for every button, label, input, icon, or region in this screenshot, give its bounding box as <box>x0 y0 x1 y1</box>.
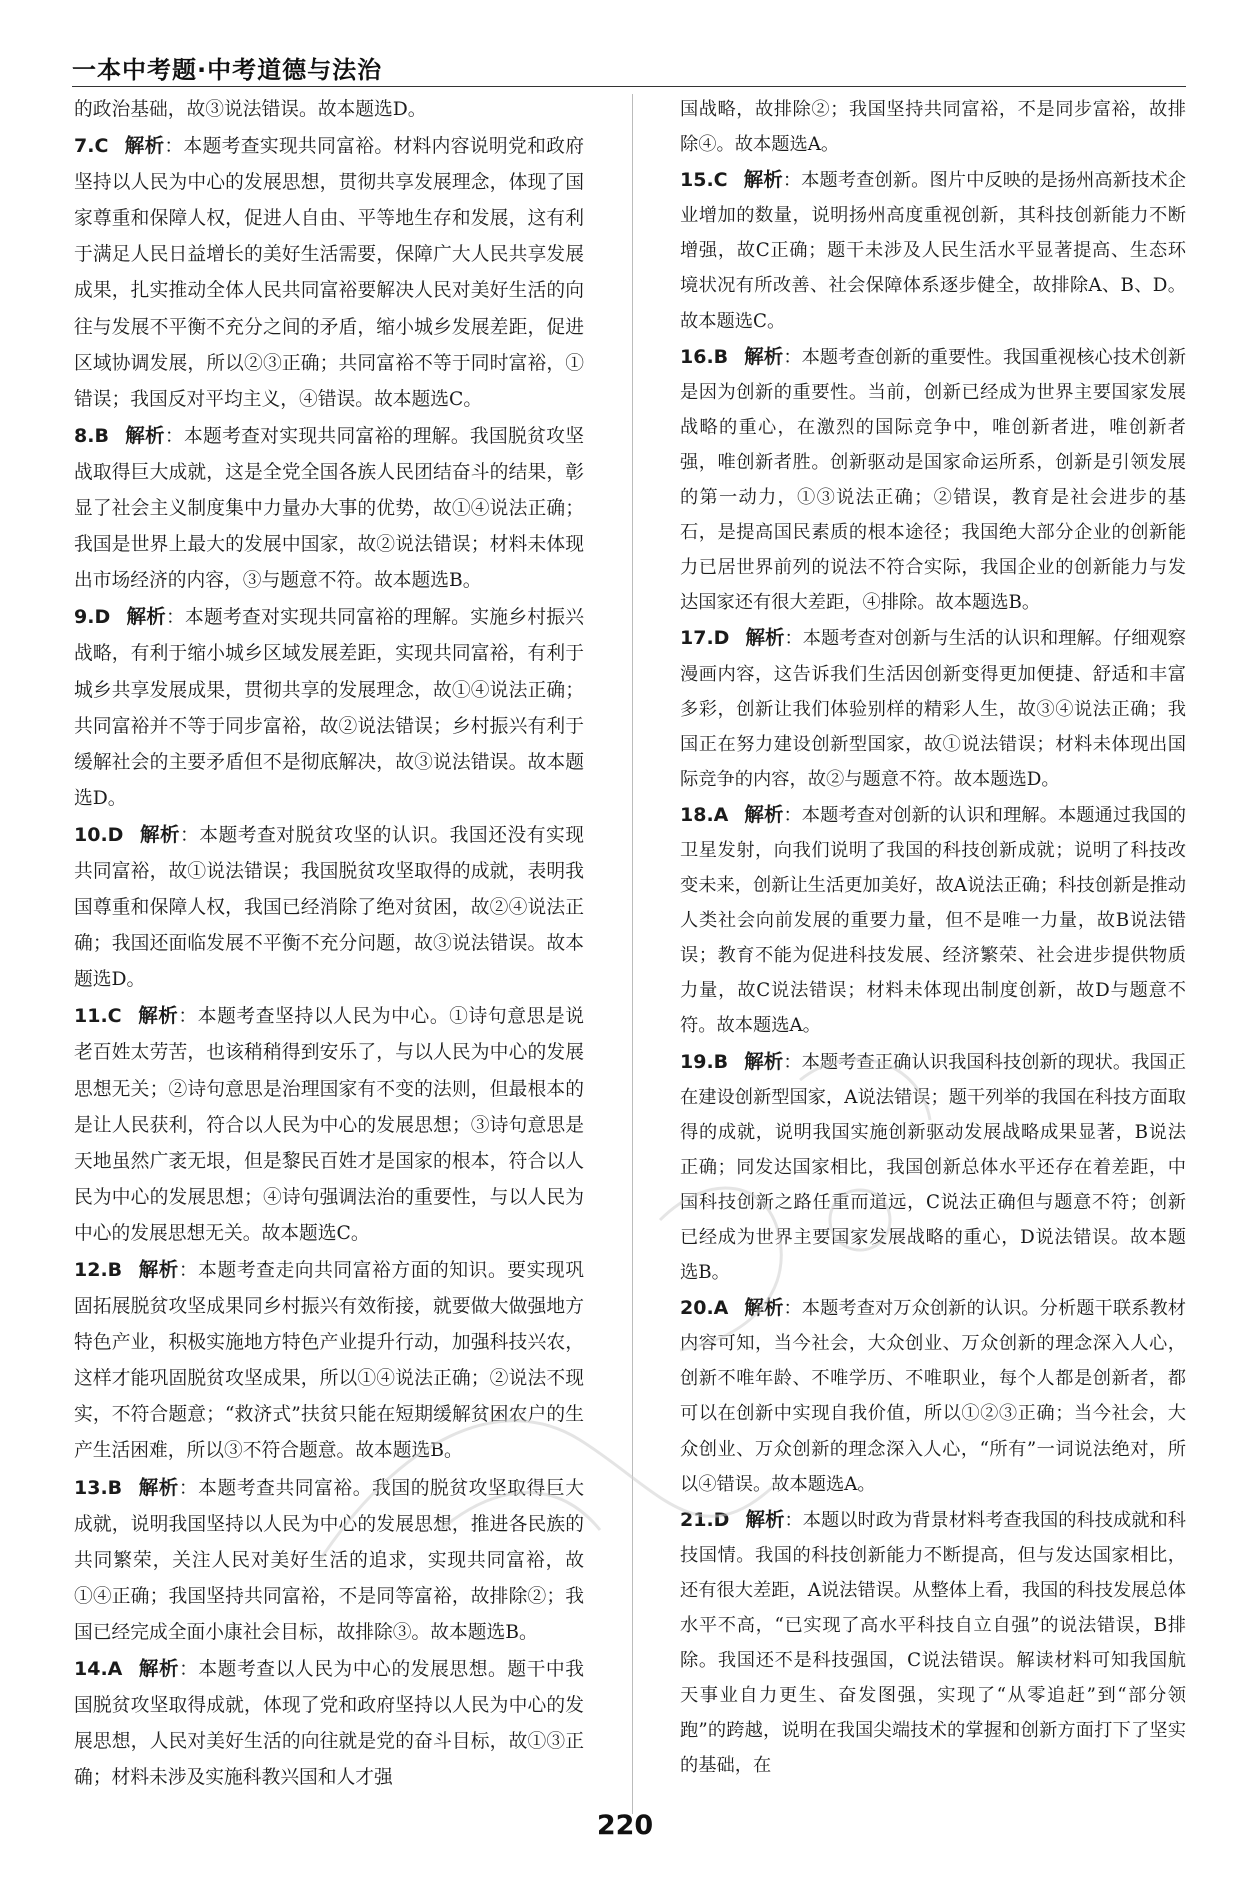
answer-key: 15.C <box>680 169 728 192</box>
analysis-text: 的政治基础，故③说法错误。故本题选D。 <box>74 99 427 120</box>
answer-key: 8.B <box>74 424 109 447</box>
left-column <box>74 92 584 1796</box>
analysis-label: 解析 <box>744 1296 784 1320</box>
answer-key: 20.A <box>680 1297 729 1320</box>
analysis-text: ：本题考查对实现共同富裕的理解。实施乡村振兴战略，有利于缩小城乡区域发展差距，实现共同富裕，有利于城乡共享发展成果，贯彻共享的发展理念，故①④说法正确；共同富裕并不等于同步富裕，故②说法错误；乡村振兴有利于缓解社会的主要矛盾但不是彻底解决，故③说法错误。故本题选D。 <box>74 607 584 809</box>
answer-key: 11.C <box>74 1005 122 1028</box>
analysis-text: ：本题考查创新。图片中反映的是扬州高新技术企业增加的数量，说明扬州高度重视创新，其科技创新能力不断增强，故C正确；题干未涉及人民生活水平显著提高、生态环境状况有所改善、社会保障体系逐步健全，故排除A、B、D。故本题选C。 <box>680 170 1186 332</box>
answer-item-13 <box>74 1470 584 1651</box>
analysis-label: 解析 <box>139 822 180 846</box>
answer-item-9 <box>74 599 584 817</box>
answer-key: 21.D <box>680 1508 730 1531</box>
analysis-text: ：本题考查对创新的认识和理解。本题通过我国的卫星发射，向我们说明了我国的科技创新成就；说明了科技改变未来，创新让生活更加美好，故A说法正确；科技创新是推动人类社会向前发展的重要力量，但不是唯一力量，故B说法错误；教育不能为促进科技发展、经济繁荣、社会进步提供物质力量，故C说法错误；材料未体现出制度创新，故D与题意不符。故本题选A。 <box>680 804 1186 1037</box>
answer-item-7 <box>74 128 584 418</box>
analysis-text: ：本题考查坚持以人民为中心。①诗句意思是说老百姓太劳苦，也该稍稍得到安乐了，与以人民为中心的发展思想无关；②诗句意思是治理国家有不变的法则，但最根本的是让人民获利，符合以人民为中心的发展思想；③诗句意思是天地虽然广袤无垠，但是黎民百姓才是国家的根本，符合以人民为中心的发展思想；④诗句强调法治的重要性，与以人民为中心的发展思想无关。故本题选C。 <box>74 1006 584 1244</box>
analysis-label: 解析 <box>138 1475 179 1499</box>
answer-key: 10.D <box>74 823 124 846</box>
answer-key: 12.B <box>74 1259 123 1281</box>
continued-text <box>74 92 584 128</box>
answer-item-14 <box>74 1651 584 1796</box>
answer-item-18 <box>680 797 1186 1044</box>
analysis-label: 解析 <box>138 1657 180 1681</box>
continued-text <box>680 92 1186 162</box>
column-divider <box>632 94 633 1814</box>
analysis-text: ：本题以时政为背景材料考查我国的科技成就和科技国情。我国的科技创新能力不断提高，但与发达国家相比，还有很大差距，A说法错误。从整体上看，我国的科技发展总体水平不高，“已实现了高水平科技自立自强”的说法错误，B排除。我国还不是科技强国，C说法错误。解读材料可知我国航天事业自力更生、奋发图强，实现了“从零追赶”到“部分领跑”的跨越，说明在我国尖端技术的掌握和创新方面打下了坚实的基础，在 <box>680 1509 1186 1777</box>
answer-item-16 <box>680 339 1186 621</box>
analysis-label: 解析 <box>743 168 783 192</box>
answer-item-19 <box>680 1044 1186 1291</box>
answer-key: 17.D <box>680 627 730 650</box>
answer-item-21 <box>680 1502 1186 1784</box>
analysis-text: ：本题考查以人民为中心的发展思想。题干中我国脱贫攻坚取得成就，体现了党和政府坚持以人民为中心的发展思想，人民对美好生活的向往就是党的奋斗目标，故①③正确；材料未涉及实施科教兴国和人才强 <box>74 1659 584 1789</box>
analysis-label: 解析 <box>744 344 784 368</box>
answer-item-11 <box>74 998 584 1252</box>
analysis-text: ：本题考查对万众创新的认识。分析题干联系教材内容可知，当今社会，大众创业、万众创新的理念深入人心，创新不唯年龄、不唯学历、不唯职业，每个人都是创新者，都可以在创新中实现自我价值，所以①②③正确；当今社会，大众创业、万众创新的理念深入人心，“所有”一词说法绝对，所以④错误。故本题选A。 <box>680 1298 1186 1495</box>
analysis-text: ：本题考查走向共同富裕方面的知识。要实现巩固拓展脱贫攻坚成果同乡村振兴有效衔接，就要做大做强地方特色产业，积极实施地方特色产业提升行动，加强科技兴农，这样才能巩固脱贫攻坚成果，所以①④说法正确；②说法不现实，不符合题意；“救济式”扶贫只能在短期缓解贫困农户的生产生活困难，所以③不符合题意。故本题选B。 <box>74 1260 584 1462</box>
analysis-text: 国战略，故排除②；我国坚持共同富裕，不是同步富裕，故排除④。故本题选A。 <box>680 99 1186 156</box>
answer-key: 14.A <box>74 1658 123 1681</box>
answer-key: 19.B <box>680 1050 729 1073</box>
analysis-text: ：本题考查对创新与生活的认识和理解。仔细观察漫画内容，这告诉我们生活因创新变得更加便捷、舒适和丰富多彩，创新让我们体验别样的精彩人生，故③④说法正确；我国正在努力建设创新型国家，故①说法错误；材料未体现出国际竞争的内容，故②与题意不符。故本题选D。 <box>680 628 1186 790</box>
answer-item-15 <box>680 162 1186 338</box>
page-header-title: 一本中考题·中考道德与法治 <box>72 56 383 84</box>
analysis-text: ：本题考查对脱贫攻坚的认识。我国还没有实现共同富裕，故①说法错误；我国脱贫攻坚取得的成就，表明我国尊重和保障人权，我国已经消除了绝对贫困，故②④说法正确；我国还面临发展不平衡不充分问题，故③说法错误。故本题选D。 <box>74 824 584 991</box>
answer-item-12 <box>74 1252 584 1470</box>
answer-key: 7.C <box>74 135 109 158</box>
analysis-label: 解析 <box>124 423 165 447</box>
analysis-label: 解析 <box>744 802 784 826</box>
analysis-text: ：本题考查创新的重要性。我国重视核心技术创新是因为创新的重要性。当前，创新已经成为世界主要国家发展战略的重心，在激烈的国际竞争中，唯创新者进，唯创新者强，唯创新者胜。创新驱动是国家命运所系，创新是引领发展的第一动力，①③说法正确；②错误，教育是社会进步的基石，是提高国民素质的根本途径；我国绝大部分企业的创新能力已居世界前列的说法不符合实际，我国企业的创新能力与发达国家还有很大差距，④排除。故本题选B。 <box>680 346 1186 614</box>
analysis-label: 解析 <box>138 1258 179 1281</box>
analysis-text: ：本题考查实现共同富裕。材料内容说明党和政府坚持以人民为中心的发展思想，贯彻共享发展理念，体现了国家尊重和保障人权，促进人自由、平等地生存和发展，这有利于满足人民日益增长的美好生活需要，保障广大人民共享发展成果，扎实推动全体人民共同富裕要解决人民对美好生活的向往与发展不平衡不充分之间的矛盾，缩小城乡发展差距，促进区域协调发展，所以②③正确；共同富裕不等于同时富裕，①错误；我国反对平均主义，④错误。故本题选C。 <box>74 136 584 410</box>
answer-key: 18.A <box>680 803 729 826</box>
answer-item-8 <box>74 418 584 599</box>
page-number: 220 <box>596 1810 654 1841</box>
analysis-label: 解析 <box>745 1507 785 1531</box>
analysis-label: 解析 <box>137 1004 179 1028</box>
header-rule <box>72 86 1186 87</box>
analysis-label: 解析 <box>744 1049 784 1073</box>
answer-item-17 <box>680 620 1186 796</box>
analysis-label: 解析 <box>124 134 165 158</box>
analysis-text: ：本题考查对实现共同富裕的理解。我国脱贫攻坚战取得巨大成就，这是全党全国各族人民团结奋斗的结果，彰显了社会主义制度集中力量办大事的优势，故①④说法正确；我国是世界上最大的发展中国家，故②说法错误；材料未体现出市场经济的内容，③与题意不符。故本题选B。 <box>74 425 584 592</box>
answer-key: 9.D <box>74 606 111 629</box>
answer-item-20 <box>680 1290 1186 1502</box>
analysis-label: 解析 <box>745 626 785 650</box>
answer-key: 13.B <box>74 1476 123 1499</box>
analysis-text: ：本题考查共同富裕。我国的脱贫攻坚取得巨大成就，说明我国坚持以人民为中心的发展思想，推进各民族的共同繁荣，关注人民对美好生活的追求，实现共同富裕，故①④正确；我国坚持共同富裕，不是同等富裕，故排除②；我国已经完成全面小康社会目标，故排除③。故本题选B。 <box>74 1477 584 1643</box>
analysis-text: ：本题考查正确认识我国科技创新的现状。我国正在建设创新型国家，A说法错误；题干列举的我国在科技方面取得的成就，说明我国实施创新驱动发展战略成果显著，B说法正确；同发达国家相比，我国创新总体水平还存在着差距，中国科技创新之路任重而道远，C说法正确但与题意不符；创新已经成为世界主要国家发展战略的重心，D说法错误。故本题选B。 <box>680 1051 1186 1284</box>
answer-key: 16.B <box>680 345 729 368</box>
right-column <box>680 92 1186 1784</box>
answer-item-10 <box>74 817 584 998</box>
analysis-label: 解析 <box>126 605 167 629</box>
